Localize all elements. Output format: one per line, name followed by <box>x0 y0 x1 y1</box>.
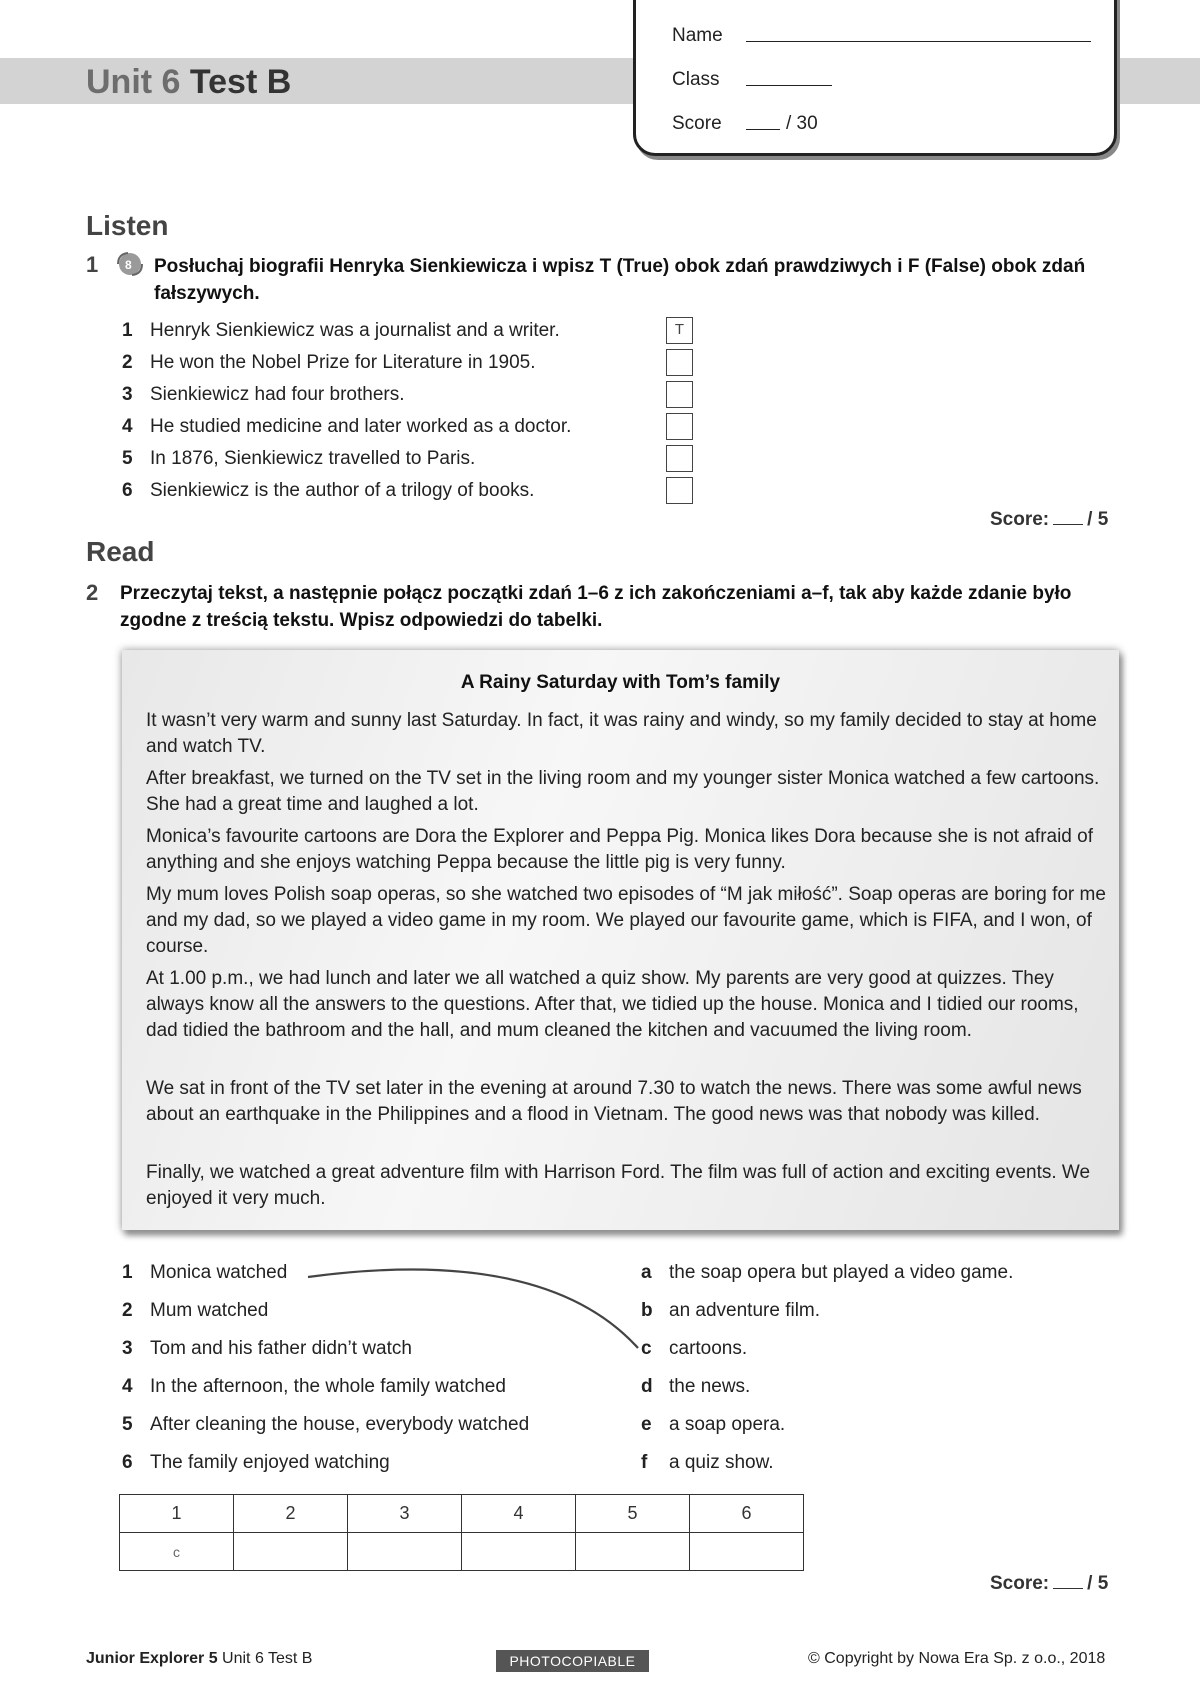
item-text: Monica watched <box>150 1262 288 1283</box>
item-text: cartoons. <box>669 1338 748 1359</box>
item-number: 2 <box>122 1300 133 1321</box>
photocopiable-badge: PHOTOCOPIABLE <box>496 1650 649 1672</box>
paragraph: We sat in front of the TV set later in the evening at around 7.30 to watch the news. There was some awful news about an earthquake in the Philippines and a flood in Vietnam. The good news was that nobody was killed. <box>146 1078 1082 1125</box>
item-number: 4 <box>122 416 133 437</box>
exercise-1-number: 1 <box>86 252 99 277</box>
item-number: 5 <box>122 448 133 469</box>
answer-box-1[interactable]: T <box>666 317 693 344</box>
score-blank[interactable] <box>1053 1572 1083 1589</box>
item-text: After cleaning the house, everybody watched <box>150 1414 530 1435</box>
paragraph: My mum loves Polish soap operas, so she watched two episodes of “M jak miłość”. Soap operas are boring for me and my dad, so we played a video game in my room. We played our favourite game, which is FIFA, and I won, of course. <box>146 884 1106 957</box>
score-total: / 30 <box>786 113 818 134</box>
audio-track-number: 8 <box>125 258 132 272</box>
listen-heading: Listen <box>86 210 169 241</box>
test-label: Test B <box>189 63 292 101</box>
footer-unit-test: Unit 6 Test B <box>222 1650 313 1667</box>
paragraph: At 1.00 p.m., we had lunch and later we all watched a quiz show. My parents are very good at quizzes. They always know all the answers to the questions. After that, we tidied up the house. Monica and I tidied our rooms, dad tidied the bathroom and the hall, and mum cleaned the kitchen and vacuumed the living room. <box>146 968 1079 1041</box>
read-instruction: Przeczytaj tekst, a następnie połącz początki zdań 1–6 z ich zakończeniami a–f, tak aby każde zdanie było zgodne z treścią tekstu. Wpisz odpowiedzi do tabelki. <box>120 583 1072 631</box>
answer-table-header <box>120 1495 804 1533</box>
item-text: a soap opera. <box>669 1414 786 1435</box>
reading-title: A Rainy Saturday with Tom’s family <box>460 672 781 693</box>
item-text: an adventure film. <box>669 1300 821 1321</box>
item-number: 6 <box>122 1452 133 1473</box>
item-letter: b <box>641 1300 653 1321</box>
answer-table-row <box>120 1533 804 1571</box>
footer-copyright: © Copyright by Nowa Era Sp. z o.o., 2018 <box>808 1650 1106 1667</box>
score-label: Score <box>672 113 722 134</box>
paragraph: Monica’s favourite cartoons are Dora the Explorer and Peppa Pig. Monica likes Dora because she is not afraid of anything and she enjoys watching Peppa because the little pig is very funny. <box>146 826 1093 873</box>
item-letter: a <box>641 1262 652 1283</box>
item-number: 3 <box>122 1338 133 1359</box>
unit-label: Unit 6 <box>86 63 181 101</box>
item-text: the news. <box>669 1376 751 1397</box>
table-header-cell: 5 <box>576 1495 690 1533</box>
table-header-cell: 2 <box>234 1495 348 1533</box>
footer-book-info <box>86 1650 312 1668</box>
table-header-cell: 4 <box>462 1495 576 1533</box>
paragraph: Finally, we watched a great adventure film with Harrison Ford. The film was full of action and exciting events. We enjoyed it very much. <box>146 1162 1091 1209</box>
item-text: Sienkiewicz had four brothers. <box>150 384 405 405</box>
item-text: the soap opera but played a video game. <box>669 1262 1014 1283</box>
item-text: Henryk Sienkiewicz was a journalist and a writer. <box>150 320 560 341</box>
item-text: In the afternoon, the whole family watched <box>150 1376 506 1397</box>
item-letter: e <box>641 1414 652 1435</box>
item-text: Mum watched <box>150 1300 269 1321</box>
read-score <box>990 1572 1108 1595</box>
class-label: Class <box>672 69 720 90</box>
paragraph: After breakfast, we turned on the TV set in the living room and my younger sister Monica watched a few cartoons. She had a great time and laughed a lot. <box>146 768 1100 815</box>
answer-cell[interactable] <box>690 1533 804 1571</box>
item-letter: d <box>641 1376 653 1397</box>
read-heading: Read <box>86 536 155 567</box>
answer-cell[interactable] <box>234 1533 348 1571</box>
item-letter: f <box>641 1452 648 1473</box>
score-total: / 5 <box>1087 509 1109 530</box>
item-text: In 1876, Sienkiewicz travelled to Paris. <box>150 448 476 469</box>
item-number: 4 <box>122 1376 133 1397</box>
score-label: Score: <box>990 509 1050 530</box>
item-number: 1 <box>122 320 133 341</box>
answer-table <box>119 1494 804 1571</box>
table-header-cell: 3 <box>348 1495 462 1533</box>
item-number: 6 <box>122 480 133 501</box>
item-text: He won the Nobel Prize for Literature in 1905. <box>150 352 536 373</box>
table-header-cell: 1 <box>120 1495 234 1533</box>
answer-cell[interactable] <box>462 1533 576 1571</box>
footer-book: Junior Explorer 5 <box>86 1650 218 1667</box>
item-number: 2 <box>122 352 133 373</box>
exercise-2-number: 2 <box>86 580 99 605</box>
item-text: Tom and his father didn’t watch <box>150 1338 412 1359</box>
item-number: 3 <box>122 384 133 405</box>
name-label: Name <box>672 25 723 46</box>
score-total: / 5 <box>1087 1573 1109 1594</box>
item-text: Sienkiewicz is the author of a trilogy of books. <box>150 480 535 501</box>
table-header-cell: 6 <box>690 1495 804 1533</box>
listen-instruction: Posłuchaj biografii Henryka Sienkiewicza i wpisz T (True) obok zdań prawdziwych i F (False) obok zdań fałszywych. <box>154 256 1086 304</box>
item-number: 5 <box>122 1414 133 1435</box>
answer-cell[interactable] <box>348 1533 462 1571</box>
item-text: a quiz show. <box>669 1452 774 1473</box>
item-text: He studied medicine and later worked as a doctor. <box>150 416 572 437</box>
score-label: Score: <box>990 1573 1050 1594</box>
item-text: The family enjoyed watching <box>150 1452 390 1473</box>
answer-cell[interactable] <box>576 1533 690 1571</box>
item-letter: c <box>641 1338 652 1359</box>
paragraph: It wasn’t very warm and sunny last Saturday. In fact, it was rainy and windy, so my family decided to stay at home and watch TV. <box>146 710 1097 757</box>
item-number: 1 <box>122 1262 133 1283</box>
answer-cell[interactable]: c <box>120 1533 234 1571</box>
